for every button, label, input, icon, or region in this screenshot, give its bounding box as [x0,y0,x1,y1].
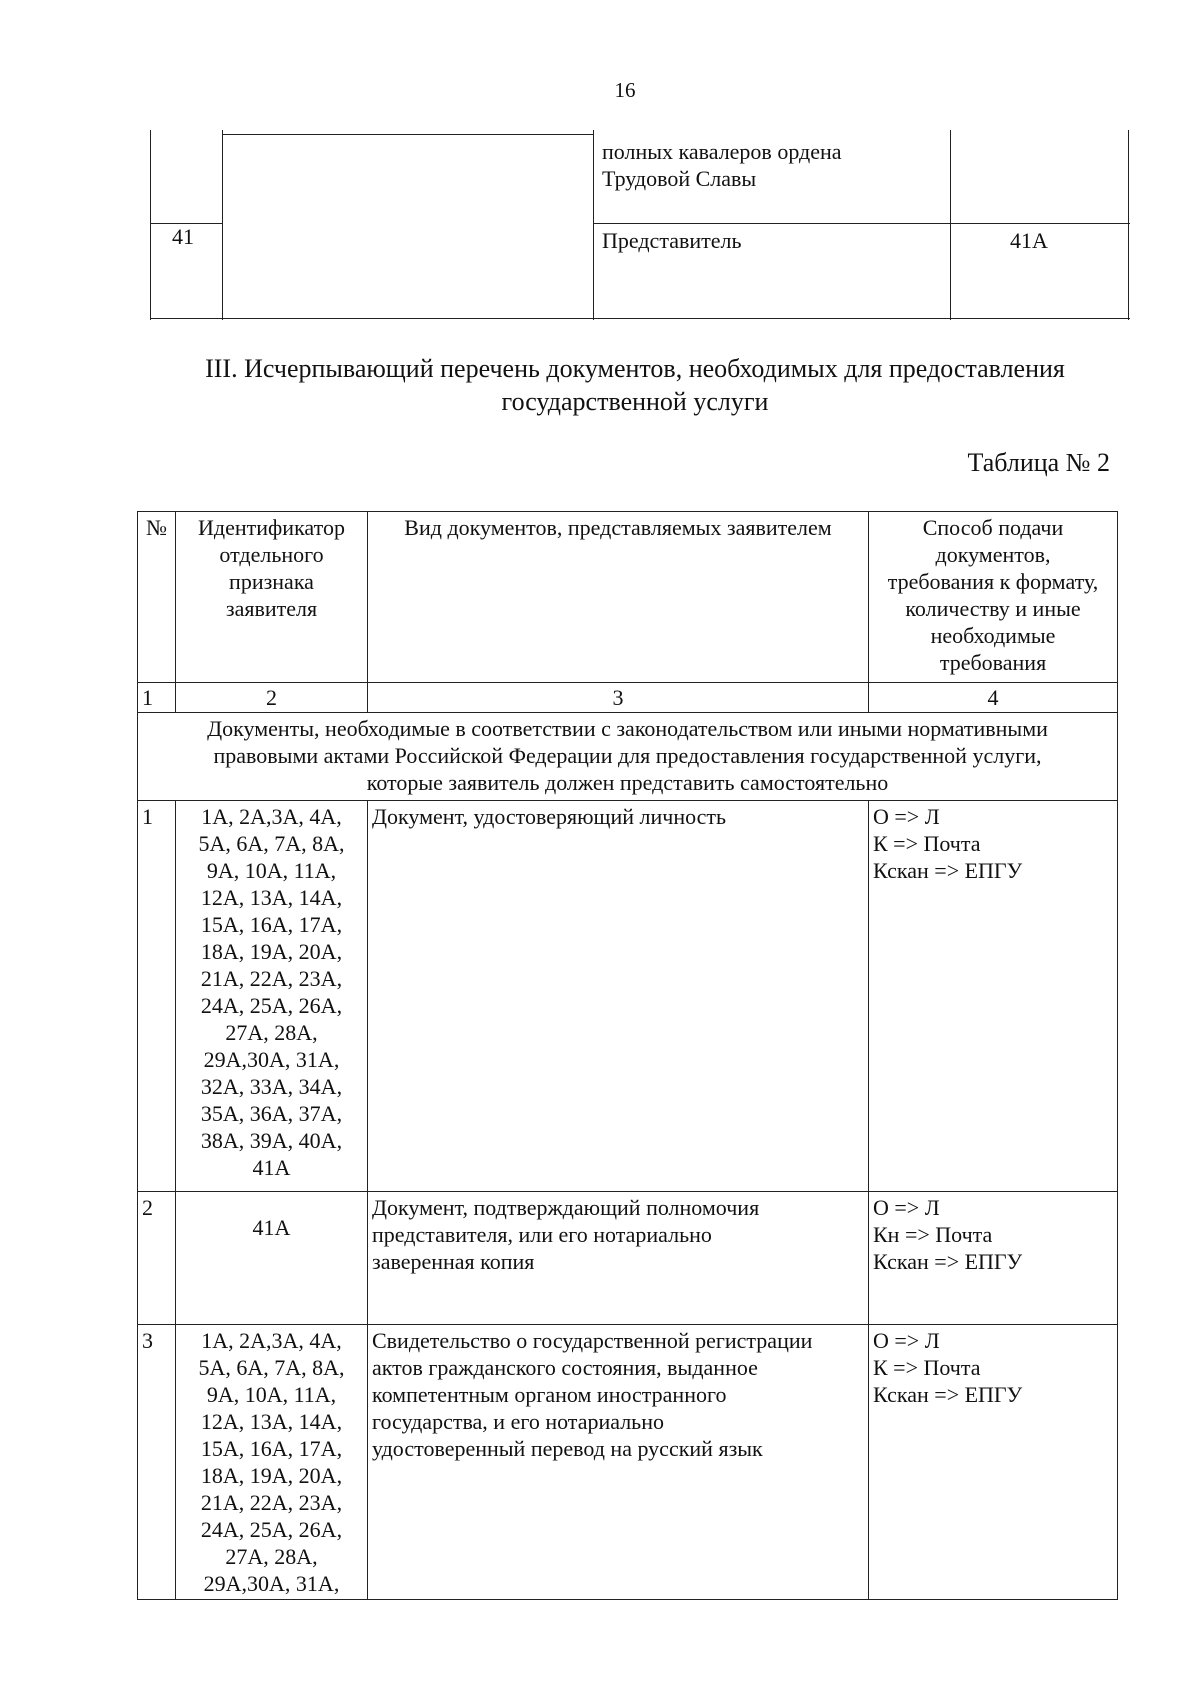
id-line: 15А, 16А, 17А, [200,1436,343,1461]
table-border [222,134,593,135]
id-line: 12А, 13А, 14А, [200,1409,343,1434]
method-line: О => Л [873,804,940,829]
header-doc-type: Вид документов, представляемых заявителем [368,512,869,683]
row-method [869,1325,1118,1600]
id-line: 18А, 19А, 20А, [200,1463,343,1488]
table-border [1128,130,1129,320]
doc-line: Документ, удостоверяющий личность [372,804,727,829]
table-border [150,130,151,320]
group-title-line: правовыми актами Российской Федерации для предоставления государственной услуги, [213,743,1042,768]
page-number: 16 [614,78,636,102]
row-ids [176,801,368,1192]
row-doc [368,1192,869,1325]
id-line: 32А, 33А, 34А, [200,1074,343,1099]
method-line: Кн => Почта [873,1222,993,1247]
continuation-table [150,130,1130,320]
method-line: К => Почта [873,831,981,856]
table-row [138,1192,1118,1325]
table-border [150,318,1130,319]
table-row [138,801,1118,1192]
table-border [950,130,951,320]
header-line: требования к формату, [887,569,1099,594]
id-line: 27А, 28А, [225,1544,318,1569]
id-line: 41А [252,1155,291,1180]
table-header-row [138,512,1118,683]
doc-line: Свидетельство о государственной регистрации [372,1328,813,1353]
header-num: № [138,512,176,683]
row-num: 2 [138,1192,176,1325]
column-number: 4 [869,683,1118,713]
method-line: К => Почта [873,1355,981,1380]
row-code: 41А [1010,228,1048,253]
id-line: 29А,30А, 31А, [203,1571,340,1596]
row-number: 41 [172,224,194,249]
column-number: 2 [176,683,368,713]
id-line: 38А, 39А, 40А, [200,1128,343,1153]
header-line: Способ подачи [922,515,1064,540]
method-line: Кскан => ЕПГУ [873,1382,1023,1407]
id-line: 9А, 10А, 11А, [206,1382,337,1407]
id-line: 18А, 19А, 20А, [200,939,343,964]
title-line: III. Исчерпывающий перечень документов, необходимых для предоставления [205,354,1065,383]
table-border [222,130,223,320]
doc-line: удостоверенный перевод на русский язык [372,1436,763,1461]
row-doc [368,801,869,1192]
doc-line: компетентным органом иностранного [372,1382,727,1407]
text-line: Трудовой Славы [602,166,757,191]
table-caption: Таблица № 2 [967,448,1110,477]
method-line: О => Л [873,1328,940,1353]
table-row [138,1325,1118,1600]
row-doc [368,1325,869,1600]
group-title-line: которые заявитель должен представить самостоятельно [366,770,889,795]
id-line: 5А, 6А, 7А, 8А, [198,831,345,856]
header-line: признака [229,569,314,594]
header-line: отдельного [219,542,324,567]
header-line: необходимые [930,623,1056,648]
header-line: документов, [935,542,1051,567]
doc-line: Документ, подтверждающий полномочия [372,1195,760,1220]
method-line: Кскан => ЕПГУ [873,1249,1023,1274]
row-ids [176,1192,368,1325]
title-line: государственной услуги [501,387,769,416]
table-border [593,130,594,320]
id-line: 9А, 10А, 11А, [206,858,337,883]
doc-line: актов гражданского состояния, выданное [372,1355,758,1380]
group-title [138,713,1118,801]
id-line: 15А, 16А, 17А, [200,912,343,937]
header-line: требования [939,650,1047,675]
text-line: полных кавалеров ордена [602,139,842,164]
documents-table [137,511,1118,1600]
row-ids [176,1325,368,1600]
id-line: 21А, 22А, 23А, [200,966,343,991]
header-line: заявителя [225,596,318,621]
header-line: Идентификатор [198,515,345,540]
doc-line: заверенная копия [372,1249,535,1274]
id-line: 24А, 25А, 26А, [200,1517,343,1542]
group-title-line: Документы, необходимые в соответствии с законодательством или иными нормативными [207,716,1048,741]
header-identifier [176,512,368,683]
header-line: количеству и иные [905,596,1081,621]
id-line: 41А [252,1215,291,1240]
column-numbers-row [138,683,1118,713]
row-method [869,801,1118,1192]
row-num: 3 [138,1325,176,1600]
id-line: 29А,30А, 31А, [203,1047,340,1072]
row-text: Представитель [602,228,742,253]
doc-line: государства, и его нотариально [372,1409,664,1434]
column-number: 3 [368,683,869,713]
id-line: 12А, 13А, 14А, [200,885,343,910]
row-method [869,1192,1118,1325]
section-title [150,352,1120,418]
column-number: 1 [138,683,176,713]
table-border [593,223,1130,224]
id-line: 24А, 25А, 26А, [200,993,343,1018]
id-line: 1А, 2А,3А, 4А, [201,804,342,829]
id-line: 5А, 6А, 7А, 8А, [198,1355,345,1380]
method-line: Кскан => ЕПГУ [873,858,1023,883]
id-line: 27А, 28А, [225,1020,318,1045]
continuation-prev-text [602,138,842,192]
row-num: 1 [138,801,176,1192]
group-header-row [138,713,1118,801]
id-line: 35А, 36А, 37А, [200,1101,343,1126]
id-line: 21А, 22А, 23А, [200,1490,343,1515]
method-line: О => Л [873,1195,940,1220]
header-method [869,512,1118,683]
doc-line: представителя, или его нотариально [372,1222,712,1247]
id-line: 1А, 2А,3А, 4А, [201,1328,342,1353]
